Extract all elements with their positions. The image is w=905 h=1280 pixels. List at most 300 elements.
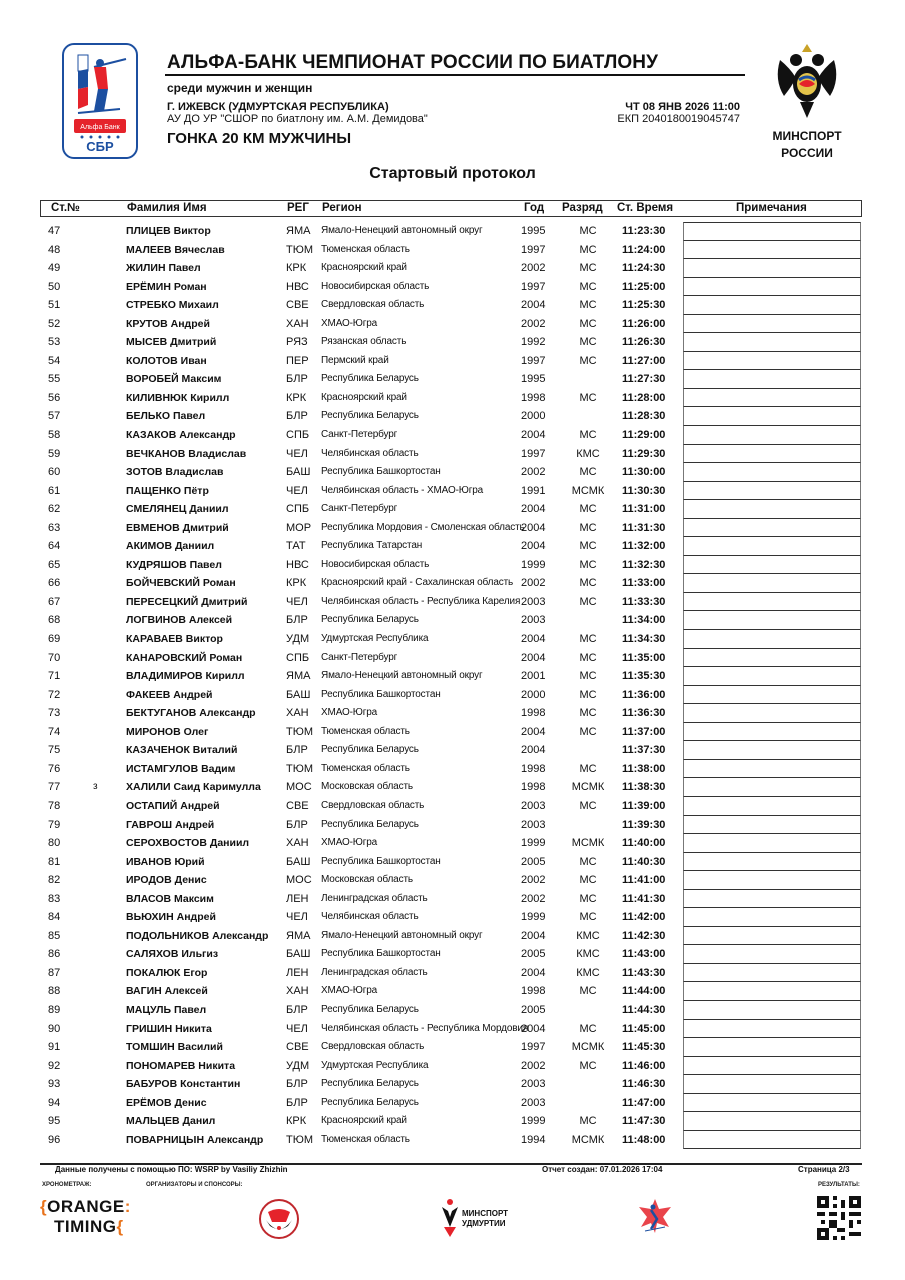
table-row	[40, 927, 862, 946]
region-code: ТЮМ	[286, 1133, 313, 1146]
sport-rank: МСМК	[571, 484, 605, 497]
start-time: 11:40:00	[622, 837, 666, 850]
start-time: 11:33:30	[622, 595, 666, 608]
start-time: 11:28:30	[622, 410, 666, 423]
athlete-name: БЕКТУГАНОВ Александр	[126, 707, 256, 720]
notes-cell	[683, 871, 861, 890]
region-name: Свердловская область	[321, 799, 425, 811]
table-row	[40, 611, 862, 630]
start-time: 11:44:00	[622, 985, 666, 998]
notes-cell	[683, 519, 861, 538]
sport-rank: МС	[579, 540, 597, 553]
table-row	[40, 945, 862, 964]
region-name: Ямало-Ненецкий автономный округ	[321, 929, 483, 941]
sport-rank: МС	[579, 985, 597, 998]
start-time: 11:43:00	[622, 948, 666, 961]
region-code: НВС	[286, 558, 309, 571]
athlete-name: МАЛЬЦЕВ Данил	[126, 1115, 216, 1128]
region-name: Республика Мордовия - Смоленская область	[321, 521, 525, 533]
sport-rank: МС	[579, 911, 597, 924]
notes-cell	[683, 908, 861, 927]
start-time: 11:27:30	[622, 373, 666, 386]
orange-timing-line2: TIMING	[54, 1217, 117, 1236]
region-code: ЧЕЛ	[286, 595, 308, 608]
region-name: Республика Башкортостан	[321, 948, 441, 960]
region-name: Рязанская область	[321, 336, 407, 348]
sport-rank: МС	[579, 1115, 597, 1128]
region-name: Красноярский край	[321, 262, 407, 274]
notes-cell	[683, 1075, 861, 1094]
start-time: 11:36:30	[622, 707, 666, 720]
table-row	[40, 352, 862, 371]
notes-cell	[683, 1001, 861, 1020]
birth-year: 2002	[521, 262, 546, 275]
notes-cell	[683, 296, 861, 315]
col-region: Регион	[322, 202, 362, 214]
region-code: РЯЗ	[286, 336, 308, 349]
birth-year: 2002	[521, 874, 546, 887]
start-number: 81	[48, 855, 61, 868]
birth-year: 2002	[521, 892, 546, 905]
region-name: Свердловская область	[321, 1041, 425, 1053]
table-row	[40, 259, 862, 278]
start-number: 74	[48, 725, 61, 738]
start-time: 11:39:30	[622, 818, 666, 831]
sport-rank: КМС	[576, 447, 600, 460]
start-time: 11:41:00	[622, 874, 666, 887]
region-code: МОС	[286, 874, 312, 887]
start-time: 11:45:30	[622, 1041, 666, 1054]
start-time: 11:32:00	[622, 540, 666, 553]
report-created: Отчет создан: 07.01.2026 17:04	[542, 1165, 663, 1174]
athlete-name: КРУТОВ Андрей	[126, 317, 210, 330]
region-name: Республика Беларусь	[321, 410, 419, 422]
region-name: Тюменская область	[321, 725, 410, 737]
birth-year: 2002	[521, 577, 546, 590]
sport-rank: МС	[579, 299, 597, 312]
birth-year: 1994	[521, 1133, 546, 1146]
table-row	[40, 593, 862, 612]
athlete-name: МИРОНОВ Олег	[126, 725, 209, 738]
athlete-name: ЖИЛИН Павел	[126, 262, 201, 275]
region-code: МОС	[286, 781, 312, 794]
athlete-name: БЕЛЬКО Павел	[126, 410, 206, 423]
birth-year: 1997	[521, 447, 546, 460]
birth-year: 2003	[521, 614, 546, 627]
sport-rank: КМС	[576, 948, 600, 961]
region-code: БЛР	[286, 373, 308, 386]
region-code: КРК	[286, 262, 307, 275]
start-time: 11:25:30	[622, 299, 666, 312]
birth-year: 2005	[521, 855, 546, 868]
birth-year: 2004	[521, 299, 546, 312]
col-notes: Примечания	[736, 202, 807, 214]
start-time: 11:24:00	[622, 243, 666, 256]
athlete-name: СМЕЛЯНЕЦ Даниил	[126, 503, 229, 516]
start-list-table	[40, 222, 862, 1149]
table-row	[40, 649, 862, 668]
start-number: 54	[48, 354, 61, 367]
table-row	[40, 537, 862, 556]
birth-year: 2004	[521, 744, 546, 757]
notes-cell	[683, 463, 861, 482]
region-code: СВЕ	[286, 799, 309, 812]
start-number: 63	[48, 521, 61, 534]
table-row	[40, 1020, 862, 1039]
birth-year: 1998	[521, 707, 546, 720]
athlete-name: КАРАВАЕВ Виктор	[126, 633, 223, 646]
region-name: Санкт-Петербург	[321, 429, 398, 441]
region-name: Республика Беларусь	[321, 744, 419, 756]
start-time: 11:28:00	[622, 391, 666, 404]
region-code: ТЮМ	[286, 725, 313, 738]
sport-rank: КМС	[576, 929, 600, 942]
start-number: 55	[48, 373, 61, 386]
table-row	[40, 778, 862, 797]
notes-cell	[683, 426, 861, 445]
birth-year: 2004	[521, 929, 546, 942]
region-code: ХАН	[286, 317, 309, 330]
table-row	[40, 704, 862, 723]
table-row	[40, 964, 862, 983]
start-number: 72	[48, 688, 61, 701]
region-name: Ленинградская область	[321, 966, 428, 978]
region-name: Ямало-Ненецкий автономный округ	[321, 225, 483, 236]
notes-cell	[683, 352, 861, 371]
table-row	[40, 1131, 862, 1150]
table-row	[40, 630, 862, 649]
start-number: 77	[48, 781, 61, 794]
notes-cell	[683, 1038, 861, 1057]
region-name: Красноярский край - Сахалинская область	[321, 577, 514, 589]
ekp-number: ЕКП 2040180019045747	[617, 113, 740, 125]
region-code: СПБ	[286, 503, 310, 516]
start-time: 11:23:30	[622, 225, 666, 237]
status-mark: з	[93, 781, 98, 793]
birth-year: 2004	[521, 429, 546, 442]
table-row	[40, 296, 862, 315]
svg-text:СБР: СБР	[86, 139, 114, 154]
start-number: 58	[48, 429, 61, 442]
region-name: Челябинская область	[321, 911, 419, 923]
region-name: Республика Башкортостан	[321, 688, 441, 700]
table-row	[40, 315, 862, 334]
sport-rank: МС	[579, 855, 597, 868]
birth-year: 2000	[521, 410, 546, 423]
notes-cell	[683, 500, 861, 519]
birth-year: 2003	[521, 1096, 546, 1109]
notes-cell	[683, 964, 861, 983]
region-name: ХМАО-Югра	[321, 837, 378, 849]
notes-cell	[683, 797, 861, 816]
sport-rank: МС	[579, 707, 597, 720]
start-number: 47	[48, 225, 61, 237]
sport-rank: МС	[579, 466, 597, 479]
athlete-name: КАЗАЧЕНОК Виталий	[126, 744, 238, 757]
region-name: Челябинская область	[321, 447, 419, 459]
birth-year: 2005	[521, 948, 546, 961]
notes-cell	[683, 982, 861, 1001]
athlete-name: БАБУРОВ Константин	[126, 1078, 241, 1091]
notes-cell	[683, 537, 861, 556]
region-name: Московская область	[321, 781, 413, 793]
region-code: МОР	[286, 521, 312, 534]
athlete-name: ПОНОМАРЕВ Никита	[126, 1059, 236, 1072]
region-code: ЧЕЛ	[286, 484, 308, 497]
notes-cell	[683, 1020, 861, 1039]
birth-year: 2003	[521, 595, 546, 608]
notes-cell	[683, 630, 861, 649]
table-row	[40, 574, 862, 593]
start-number: 96	[48, 1133, 61, 1146]
region-name: Красноярский край	[321, 391, 407, 403]
table-row	[40, 519, 862, 538]
start-number: 69	[48, 633, 61, 646]
region-code: ТЮМ	[286, 243, 313, 256]
table-row	[40, 407, 862, 426]
table-row	[40, 463, 862, 482]
athlete-name: ВОРОБЕЙ Максим	[126, 373, 222, 386]
birth-year: 1995	[521, 225, 546, 237]
biathlete-icon	[64, 45, 136, 157]
region-name: Новосибирская область	[321, 558, 430, 570]
sport-rank: МСМК	[571, 837, 605, 850]
athlete-name: ГРИШИН Никита	[126, 1022, 212, 1035]
start-number: 83	[48, 892, 61, 905]
start-time: 11:31:00	[622, 503, 666, 516]
notes-cell	[683, 723, 861, 742]
region-name: Республика Татарстан	[321, 540, 423, 552]
notes-cell	[683, 853, 861, 872]
start-number: 61	[48, 484, 61, 497]
start-time: 11:38:30	[622, 781, 666, 794]
athlete-name: ГАВРОШ Андрей	[126, 818, 215, 831]
region-code: БАШ	[286, 855, 311, 868]
athlete-name: ПОДОЛЬНИКОВ Александр	[126, 929, 269, 942]
region-name: Республика Беларусь	[321, 1003, 419, 1015]
sport-rank: МС	[579, 503, 597, 516]
birth-year: 1997	[521, 280, 546, 293]
notes-cell	[683, 778, 861, 797]
start-number: 95	[48, 1115, 61, 1128]
region-code: УДМ	[286, 1059, 310, 1072]
region-name: Челябинская область - Республика Мордовия	[321, 1022, 529, 1034]
region-name: Республика Беларусь	[321, 1096, 419, 1108]
start-number: 90	[48, 1022, 61, 1035]
region-code: СПБ	[286, 429, 310, 442]
birth-year: 1999	[521, 1115, 546, 1128]
notes-cell	[683, 222, 861, 241]
athlete-name: ПЕРЕСЕЦКИЙ Дмитрий	[126, 595, 248, 608]
sport-rank: МСМК	[571, 1041, 605, 1054]
athlete-name: МАЦУЛЬ Павел	[126, 1003, 207, 1016]
region-code: СВЕ	[286, 1041, 309, 1054]
start-time: 11:43:30	[622, 966, 666, 979]
start-number: 57	[48, 410, 61, 423]
athlete-name: БОЙЧЕВСКИЙ Роман	[126, 577, 236, 590]
start-time: 11:30:00	[622, 466, 666, 479]
sport-rank: МС	[579, 725, 597, 738]
birth-year: 2000	[521, 688, 546, 701]
birth-year: 2004	[521, 725, 546, 738]
table-row	[40, 982, 862, 1001]
athlete-name: ПАЩЕНКО Пётр	[126, 484, 209, 497]
sport-rank: МС	[579, 1059, 597, 1072]
notes-cell	[683, 741, 861, 760]
region-code: ХАН	[286, 707, 309, 720]
start-time: 11:27:00	[622, 354, 666, 367]
notes-cell	[683, 315, 861, 334]
start-number: 85	[48, 929, 61, 942]
region-code: БАШ	[286, 688, 311, 701]
notes-cell	[683, 593, 861, 612]
table-header	[40, 200, 862, 217]
athlete-name: ВЛАДИМИРОВ Кирилл	[126, 670, 245, 683]
region-code: БАШ	[286, 466, 311, 479]
athlete-name: МАЛЕЕВ Вячеслав	[126, 243, 225, 256]
notes-cell	[683, 333, 861, 352]
region-name: Санкт-Петербург	[321, 503, 398, 515]
notes-cell	[683, 574, 861, 593]
region-name: Республика Беларусь	[321, 818, 419, 830]
athlete-name: КИЛИВНЮК Кирилл	[126, 391, 230, 404]
athlete-name: ВЕЧКАНОВ Владислав	[126, 447, 247, 460]
birth-year: 1999	[521, 911, 546, 924]
birth-year: 2004	[521, 540, 546, 553]
championship-subtitle: среди мужчин и женщин	[167, 81, 313, 95]
region-name: Тюменская область	[321, 762, 410, 774]
birth-year: 1997	[521, 354, 546, 367]
start-number: 52	[48, 317, 61, 330]
start-number: 68	[48, 614, 61, 627]
start-time: 11:29:30	[622, 447, 666, 460]
start-time: 11:42:30	[622, 929, 666, 942]
region-code: ЧЕЛ	[286, 447, 308, 460]
col-name: Фамилия Имя	[127, 202, 207, 214]
table-row	[40, 278, 862, 297]
udmurtia-emblem-icon	[258, 1198, 300, 1240]
table-row	[40, 500, 862, 519]
notes-cell	[683, 556, 861, 575]
athlete-name: ПОКАЛЮК Егор	[126, 966, 208, 979]
skier-icon	[637, 1197, 673, 1239]
start-number: 48	[48, 243, 61, 256]
athlete-name: КАЗАКОВ Александр	[126, 429, 236, 442]
athlete-name: ИРОДОВ Денис	[126, 874, 207, 887]
start-time: 11:41:30	[622, 892, 666, 905]
region-name: Тюменская область	[321, 243, 410, 255]
sport-rank: МС	[579, 1022, 597, 1035]
birth-year: 1998	[521, 781, 546, 794]
birth-year: 1997	[521, 243, 546, 256]
notes-cell	[683, 1057, 861, 1076]
start-number: 89	[48, 1003, 61, 1016]
table-row	[40, 1038, 862, 1057]
region-code: УДМ	[286, 633, 310, 646]
sport-rank: МС	[579, 651, 597, 664]
birth-year: 1991	[521, 484, 546, 497]
sport-rank: МС	[579, 595, 597, 608]
birth-year: 1998	[521, 391, 546, 404]
start-time: 11:46:00	[622, 1059, 666, 1072]
sport-rank: МС	[579, 892, 597, 905]
sport-rank: МС	[579, 558, 597, 571]
athlete-name: ПЛИЦЕВ Виктор	[126, 225, 211, 237]
notes-cell	[683, 1094, 861, 1113]
region-name: Республика Беларусь	[321, 614, 419, 626]
sport-rank: МС	[579, 429, 597, 442]
athlete-name: ЗОТОВ Владислав	[126, 466, 224, 479]
start-time: 11:35:30	[622, 670, 666, 683]
notes-cell	[683, 649, 861, 668]
table-row	[40, 1075, 862, 1094]
data-source-note: Данные получены с помощью ПО: WSRP by Vasiliy Zhizhin	[55, 1165, 288, 1174]
minsport-udm-figure-icon	[440, 1197, 460, 1239]
biathlon-federation-logo	[637, 1197, 673, 1239]
region-name: Челябинская область - Республика Карелия	[321, 595, 521, 607]
start-number: 70	[48, 651, 61, 664]
start-time: 11:26:00	[622, 317, 666, 330]
start-time: 11:40:30	[622, 855, 666, 868]
table-row	[40, 871, 862, 890]
region-code: КРК	[286, 391, 307, 404]
table-row	[40, 890, 862, 909]
start-number: 50	[48, 280, 61, 293]
start-time: 11:25:00	[622, 280, 666, 293]
region-name: Пермский край	[321, 354, 389, 366]
birth-year: 1995	[521, 373, 546, 386]
region-code: ЛЕН	[286, 892, 309, 905]
athlete-name: ИВАНОВ Юрий	[126, 855, 205, 868]
results-qr-code[interactable]	[817, 1196, 861, 1240]
athlete-name: ЕРЁМОВ Денис	[126, 1096, 207, 1109]
sport-rank: МС	[579, 243, 597, 256]
orange-timing-line1: ORANGE	[47, 1197, 125, 1216]
birth-year: 1999	[521, 558, 546, 571]
region-name: Челябинская область - ХМАО-Югра	[321, 484, 484, 496]
start-time: 11:44:30	[622, 1003, 666, 1016]
start-time: 11:33:00	[622, 577, 666, 590]
table-row	[40, 426, 862, 445]
start-time: 11:37:00	[622, 725, 666, 738]
athlete-name: КУДРЯШОВ Павел	[126, 558, 222, 571]
minsport-russia-logo	[768, 40, 846, 160]
start-number: 86	[48, 948, 61, 961]
table-row	[40, 667, 862, 686]
region-name: ХМАО-Югра	[321, 317, 378, 329]
birth-year: 2005	[521, 1003, 546, 1016]
notes-cell	[683, 945, 861, 964]
sport-rank: МС	[579, 874, 597, 887]
start-time: 11:26:30	[622, 336, 666, 349]
sport-rank: МС	[579, 317, 597, 330]
start-time: 11:35:00	[622, 651, 666, 664]
region-code: БЛР	[286, 744, 308, 757]
athlete-name: СТРЕБКО Михаил	[126, 299, 219, 312]
birth-year: 2003	[521, 1078, 546, 1091]
start-time: 11:32:30	[622, 558, 666, 571]
region-name: Московская область	[321, 874, 413, 886]
udmurtia-emblem	[258, 1198, 300, 1240]
athlete-name: ВАГИН Алексей	[126, 985, 208, 998]
start-number: 67	[48, 595, 61, 608]
start-number: 59	[48, 447, 61, 460]
notes-cell	[683, 667, 861, 686]
birth-year: 1998	[521, 762, 546, 775]
region-code: НВС	[286, 280, 309, 293]
table-row	[40, 797, 862, 816]
region-name: Красноярский край	[321, 1115, 407, 1127]
